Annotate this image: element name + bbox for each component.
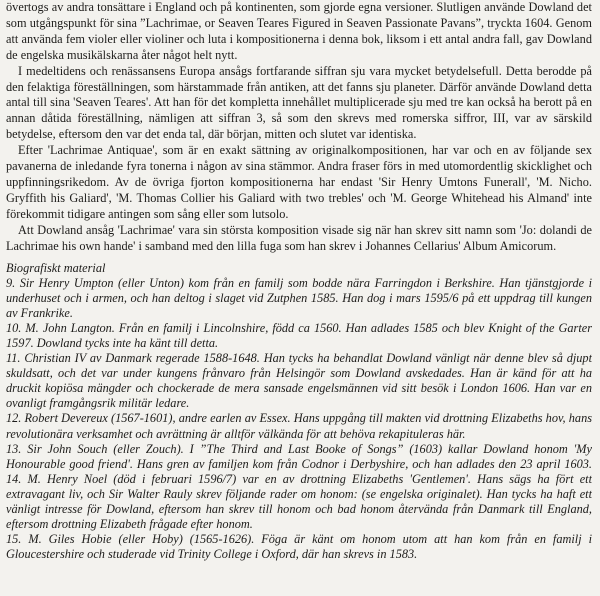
paragraph-3: Efter 'Lachrimae Antiquae', som är en exakt sättning av originalkompositionen, har var och en av följande sex pavanerna de inledande fyra tonerna i någon av sina stämmor. Andra fraser förs in med utomordentlig skicklighet och uppfinningsrikedom. Av de övriga fjorton kompositionerna har endast 'Sir Henry Umtons Funerall', 'M. Nicho. Gryffith his Galiard', 'M. Thomas Collier his Galiard with two trebles' och 'M. George Whitehead his Almand' inte förekommit tidigare antingen som sång eller som lutsolo. (6, 143, 592, 221)
paragraph-4: Att Dowland ansåg 'Lachrimae' vara sin största komposition visade sig när han skrev sitt namn som 'Jo: dolandi de Lachrimae his own hande' i samband med den lilla fuga som han skrev i Johannes Cellarius' Album Amicorum. (6, 222, 592, 253)
document-page (6, 0, 592, 596)
bio-entry-15: 15. M. Giles Hobie (eller Hoby) (1565-1626). Föga är känt om honom utom att han kom från en familj i Gloucestershire och studerade vid Trinity College i Oxford, där han skrevs in 1583. (6, 532, 592, 562)
biographical-notes (6, 261, 592, 563)
document-content (6, 0, 592, 562)
bio-heading: Biografiskt material (6, 260, 106, 275)
bio-entry-11: 11. Christian IV av Danmark regerade 1588-1648. Han tycks ha behandlat Dowland vänligt när denne blev så djupt skuldsatt, och det var under kungens frånvaro från Helsingör som Dowland avskedades. Han är känd för att ha druckit kopiösa mängder och chockerade de mera sansade engelsmännen vid sitt besök i London 1606. Han var en ovanligt framgångsrik militär ledare. (6, 351, 592, 411)
paragraph-2: I medeltidens och renässansens Europa ansågs fortfarande siffran sju vara mycket betydelsefull. Detta berodde på den felaktiga föreställningen, som härstammade från antiken, att det fanns sju planeter. Därför använde Dowland detta antal till sina 'Seaven Teares'. Att han för det kompletta innehållet multiplicerade sju med tre kan också ha berott på en annan dåtida föreställning, nämligen att siffran 3, så som den skrevs med romerska siffror, III, var av särskild betydelse, eftersom den var det enda tal, där början, mitten och slutet var identiska. (6, 63, 592, 142)
bio-entry-9: 9. Sir Henry Umpton (eller Unton) kom från en familj som bodde nära Farringdon i Berkshire. Han tjänstgjorde i underhuset och i armen, och han deltog i slaget vid Zutphen 1585. Han dog i mars 1595/6 på ett uppdrag till kungen av Frankrike. (6, 275, 592, 320)
body-text (6, 0, 592, 255)
bio-entry-12: 12. Robert Devereux (1567-1601), andre earlen av Essex. Hans uppgång till makten vid drottning Elizabeths hov, hans revolutionära verksamhet och avrättning är alltför välkända för att behöva rekapituleras här. (6, 411, 592, 441)
paragraph-1: övertogs av andra tonsättare i England och på kontinenten, som gjorde egna versioner. Slutligen använde Dowland det som utgångspunkt för sina ”Lachrimae, or Seaven Teares Figured in Seaven Passionate Pavans”, tryckta 1604. Genom att använda fem violer eller violiner och luta i kompositionerna i denna bok, liksom i ett antal andra fall, gav Dowland de engelska musikälskarna åter något helt nytt. (6, 0, 592, 62)
bio-entry-13-14: 13. Sir John Souch (eller Zouch). I ”The Third and Last Booke of Songs” (1603) kallar Dowland honom 'My Honourable good friend'. Hans gren av familjen kom från Codnor i Derbyshire, och han adlades den 23 april 1603. 14. M. Henry Noel (död i februari 1596/7) var en av drottning Elizabeths 'Gentlemen'. Hans sägs ha fört ett extravagant liv, och Sir Walter Rauly skrev följande rader om honom: (se engelska originalet). Han tycks ha haft ett vänligt intresse för Dowland, eftersom han skrev till honom och bad honom återvända från Danmark till England, eftersom drottning Elizabeth frågade efter honom. (6, 441, 592, 532)
bio-entry-10: 10. M. John Langton. Från en familj i Lincolnshire, född ca 1560. Han adlades 1585 och blev Knight of the Garter 1597. Dowland tycks inte ha känt till detta. (6, 320, 592, 350)
